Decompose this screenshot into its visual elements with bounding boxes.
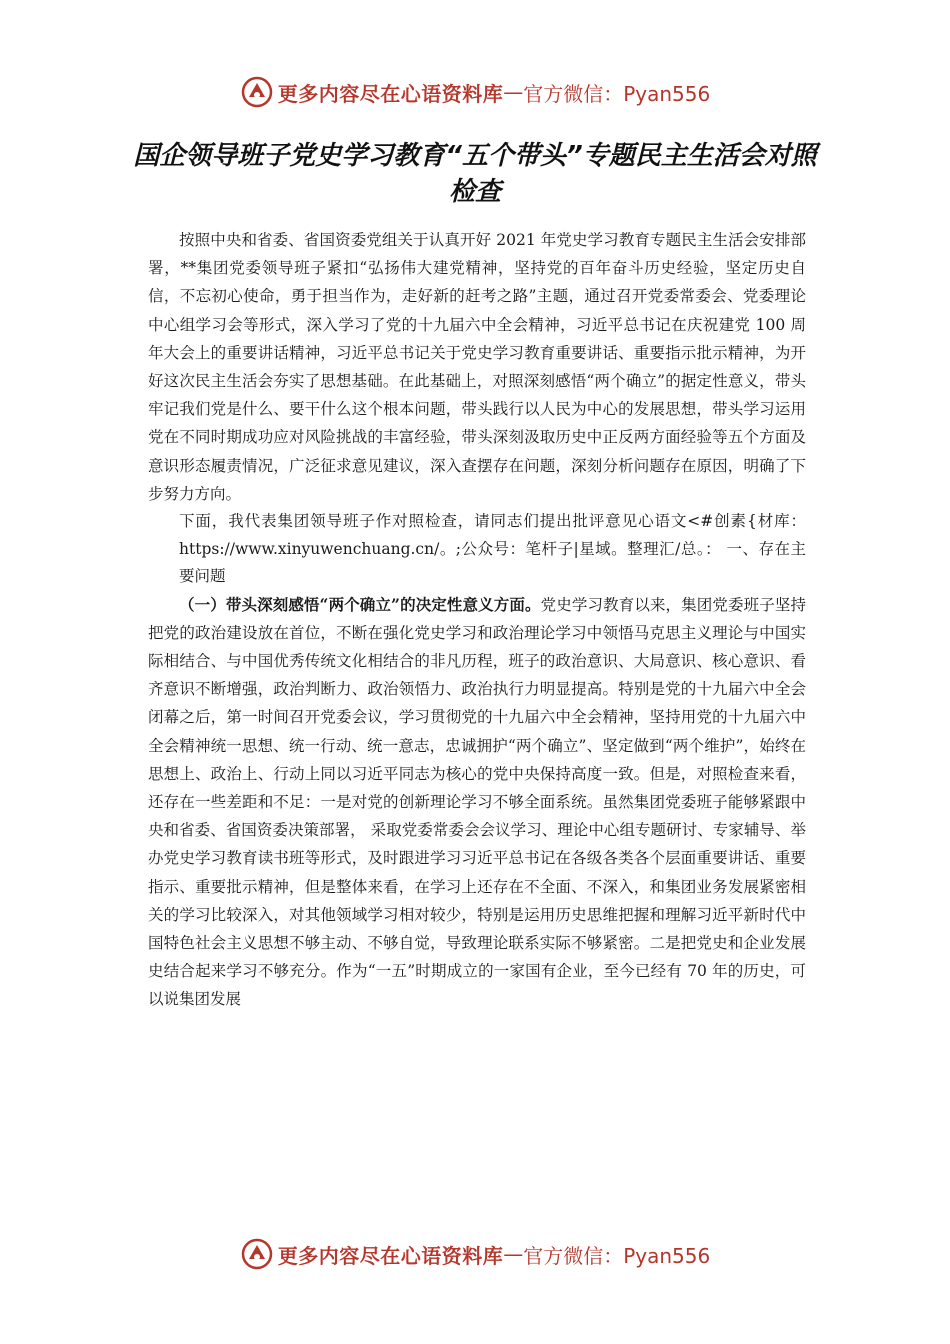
banner-separator: — <box>503 1242 524 1266</box>
header-banner <box>0 72 950 112</box>
document-body <box>148 226 806 1014</box>
paragraph-section-1 <box>148 591 806 1014</box>
banner-separator: — <box>503 80 524 104</box>
logo-icon <box>240 75 274 109</box>
logo-icon <box>240 1237 274 1271</box>
footer-banner <box>0 1234 950 1274</box>
banner-text: 更多内容尽在心语资料库 <box>277 81 504 106</box>
paragraph-intro: 按照中央和省委、省国资委党组关于认真开好 2021 年党史学习教育专题民主生活会安排部署，**集团党委领导班子紧扣“弘扬伟大建党精神，坚持党的百年奋斗历史经验，坚定历史自信，不忘初心使命，勇于担当作为，走好新的赶考之路”主题，通过召开党委常委会、党委理论中心组学习会等形式，深入学习了党的十九届六中全会精神，习近平总书记在庆祝建党 100 周年大会上的重要讲话精神，习近平总书记关于党史学习教育重要讲话、重要指示批示精神，为开好这次民主生活会夯实了思想基础。在此基础上，对照深刻感悟“两个确立”的据定性意义，带头牢记我们党是什么、要干什么这个根本问题，带头践行以人民为中心的发展思想，带头学习运用党在不同时期成功应对风险挑战的丰富经验，带头深刻汲取历史中正反两方面经验等五个方面及意识形态履责情况，广泛征求意见建议，深入查摆存在问题，深刻分析问题存在原因，明确了下步努力方向。 <box>148 231 806 503</box>
section-text: 党史学习教育以来，集团党委班子坚持把党的政治建设放在首位，不断在强化党史学习和政治理论学习中领悟马克思主义理论与中国实际相结合、与中国优秀传统文化相结合的非凡历程，班子的政治意识、大局意识、核心意识、看齐意识不断增强，政治判断力、政治领悟力、政治执行力明显提高。特别是党的十九届六中全会闭幕之后，第一时间召开党委会议，学习贯彻党的十九届六中全会精神，坚持用党的十九届六中全会精神统一思想、统一行动、统一意志，忠诚拥护“两个确立”、坚定做到“两个维护”，始终在思想上、政治上、行动上同以习近平同志为核心的党中央保持高度一致。但是，对照检查来看，还存在一些差距和不足：一是对党的创新理论学习不够全面系统。虽然集团党委班子能够紧跟中央和省委、省国资委决策部署， 采取党委常委会会议学习、理论中心组专题研讨、专家辅导、举办党史学习教育读书班等形式，及时跟进学习习近平总书记在各级各类各个层面重要讲话、重要指示、重要批示精神，但是整体来看，在学习上还存在不全面、不深入，和集团业务发展紧密相关的学习比较深入，对其他领域学习相对较少，特别是运用历史思维把握和理解习近平新时代中国特色社会主义思想不够主动、不够自觉，导致理论联系实际不够紧密。二是把党史和企业发展史结合起来学习不够充分。作为“一五”时期成立的一家国有企业，至今已经有 70 年的历史，可以说集团发展 <box>148 595 806 1009</box>
banner-wechat: 官方微信：Pyan556 <box>523 1243 711 1268</box>
document-title: 国企领导班子党史学习教育“五个带头”专题民主生活会对照检查 <box>133 141 817 207</box>
section-heading: （一）带头深刻感悟“两个确立”的决定性意义方面。 <box>179 594 541 614</box>
banner-text: 更多内容尽在心语资料库 <box>277 1243 504 1268</box>
banner-wechat: 官方微信：Pyan556 <box>523 81 711 106</box>
paragraph-note: 下面，我代表集团领导班子作对照检查，请同志们提出批评意见心语文<#创素{材库：https://www.xinyuwenchuang.cn/。;公众号：笔杆子|星域。整理汇/总。： 一、存在主要问题 <box>179 512 806 586</box>
